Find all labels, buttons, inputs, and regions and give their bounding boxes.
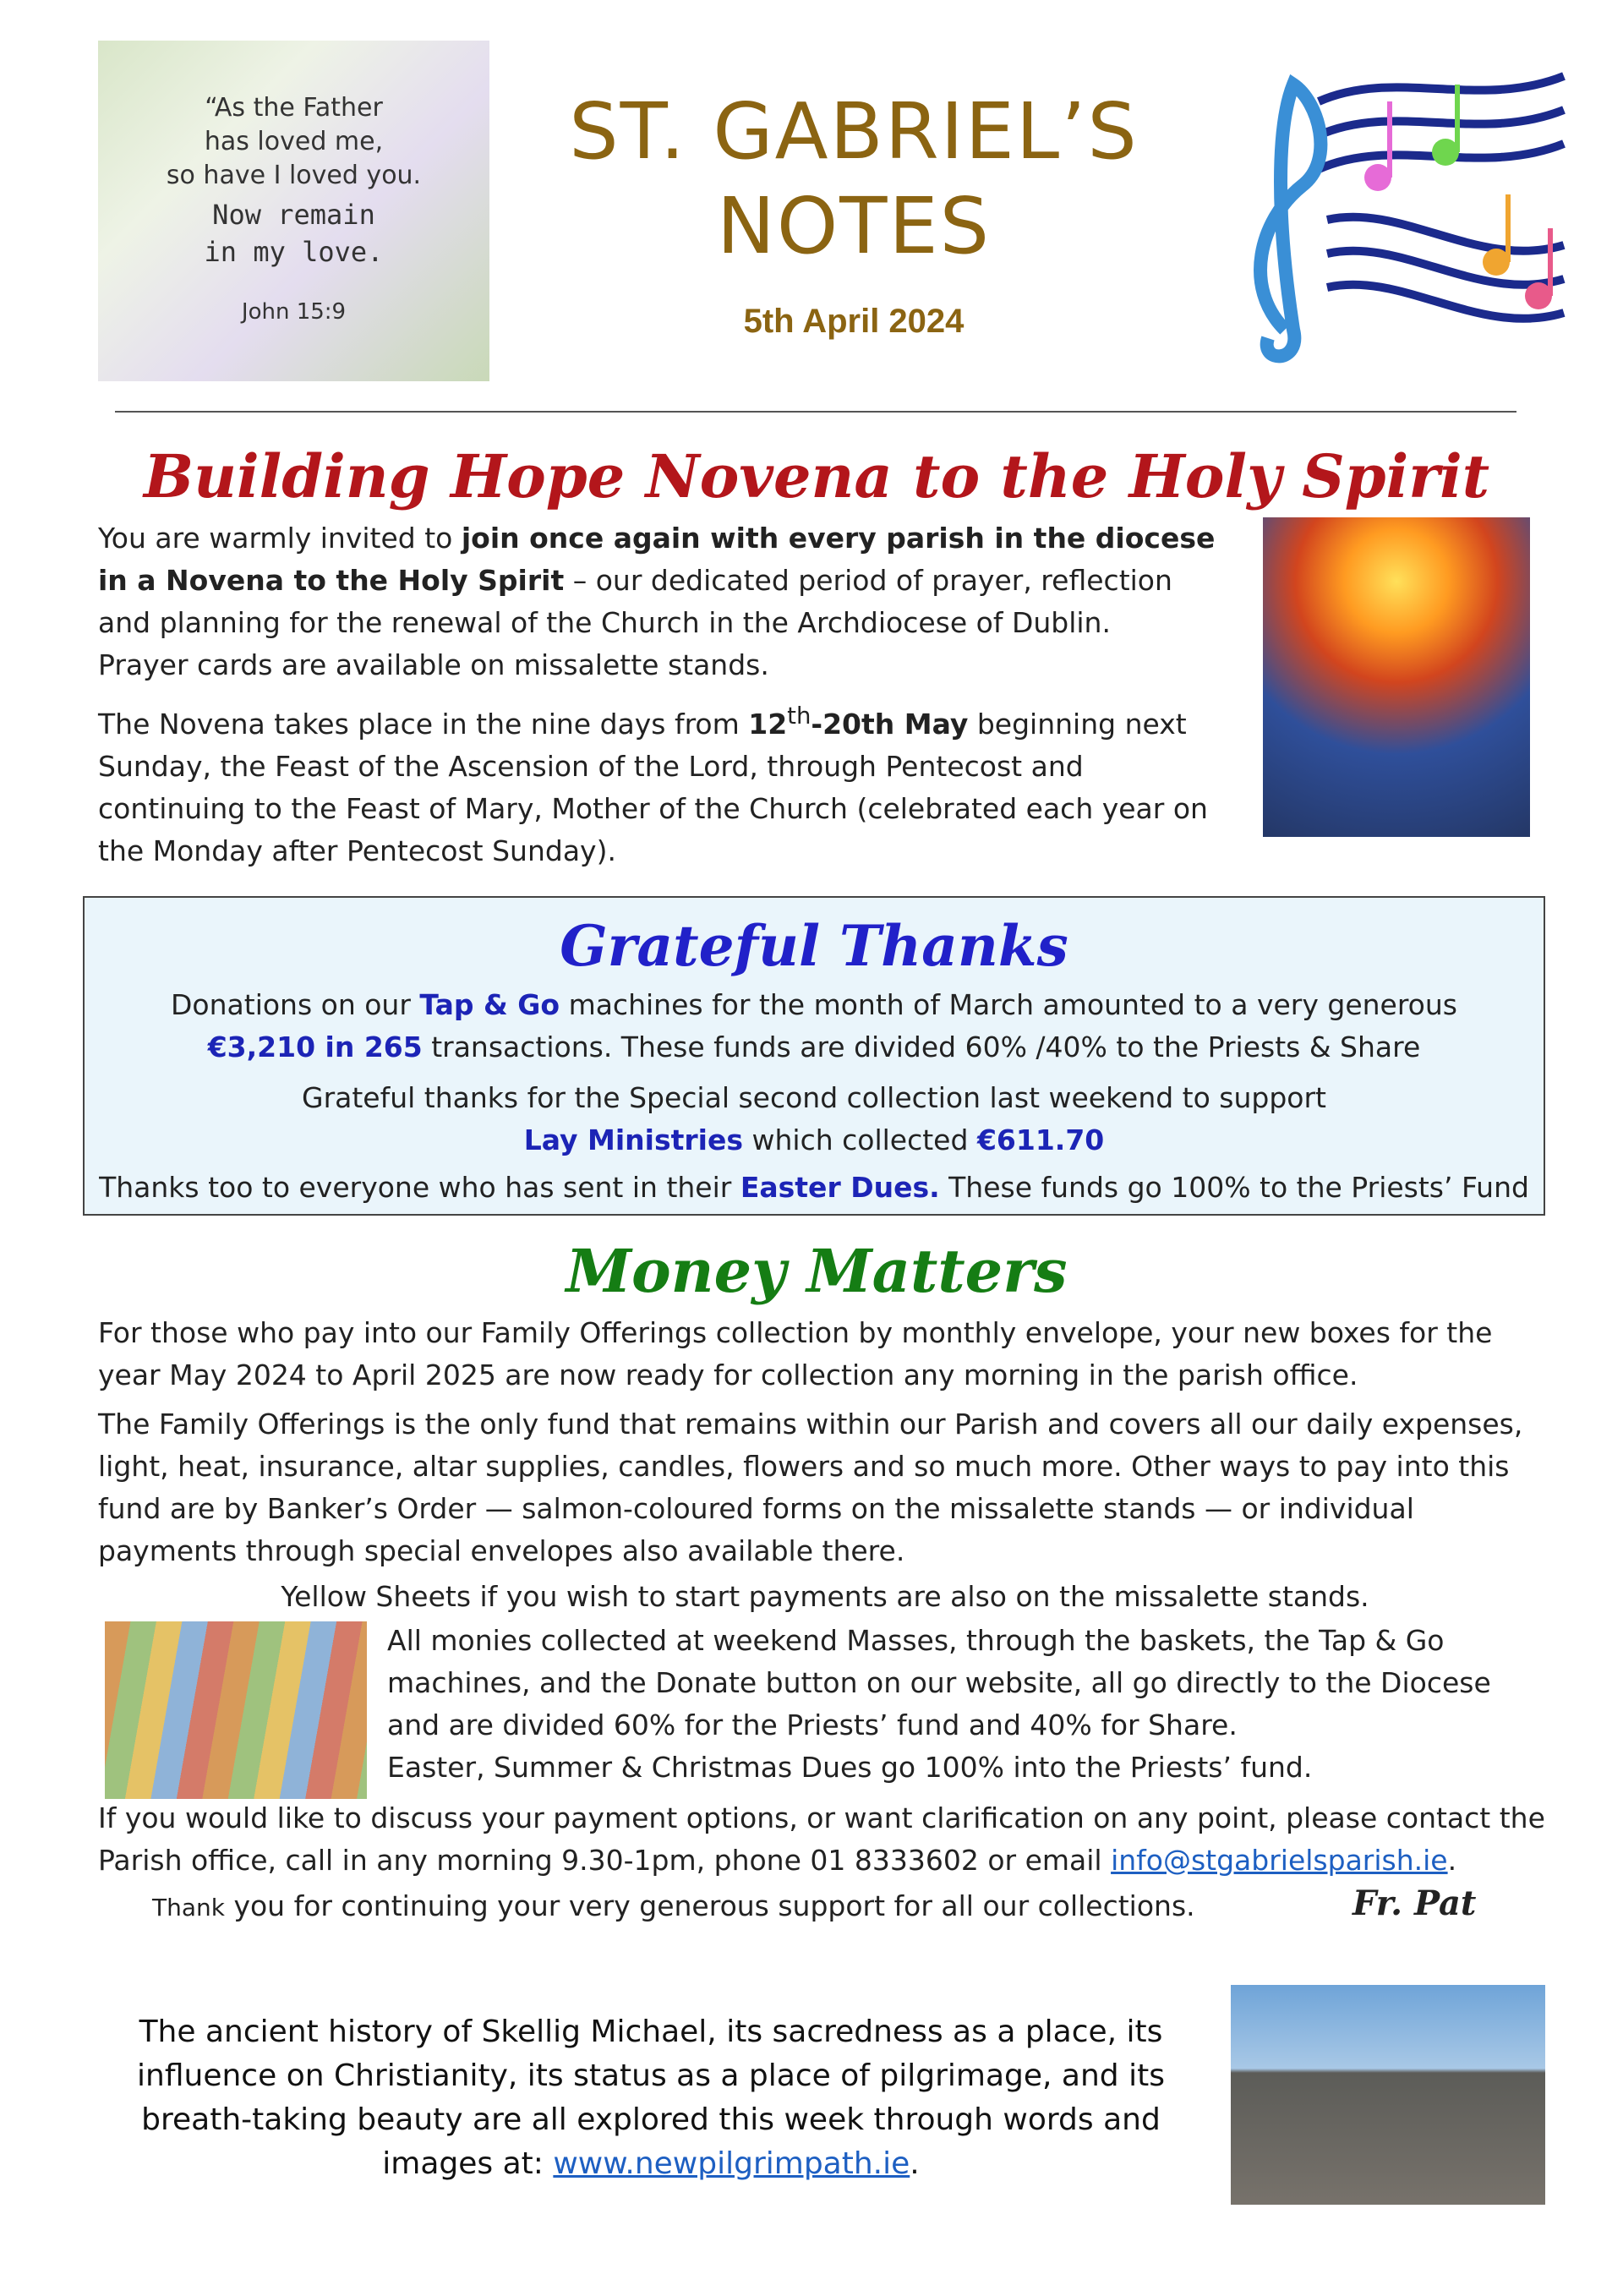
novena-heading: Building Hope Novena to the Holy Spirit: [143, 441, 1490, 511]
issue-date: 5th April 2024: [743, 303, 965, 340]
music-notes-icon: [1226, 51, 1568, 372]
money-body: For those who pay into our Family Offerings collection by monthly envelope, your new boxes for the year May 2024 to April 2025 are now ready for collection any morning in the parish office. The Family Offerings is the only fund that remains within our Parish and covers all our daily expenses, light, heat, insurance, altar supplies, candles, flowers and so much more. Other ways to pay into this fund are by Banker’s Order — salmon-coloured forms on the missalette stands — or individual payments through special envelopes also available there. Yellow Sheets if you wish to start payments are also on the missalette stands.: [98, 1316, 1523, 1613]
pilgrim-path-link[interactable]: www.newpilgrimpath.ie: [553, 2146, 910, 2181]
header-divider: [115, 411, 1516, 415]
pentecost-painting-image: [1263, 517, 1530, 837]
euro-banknotes-image: [105, 1621, 367, 1799]
quote-reference: John 15:9: [241, 299, 347, 325]
quote-text: “As the Father has loved me, so have I loved you.: [166, 93, 422, 190]
closing-thanks: Thank you for continuing your very generous support for all our collections.: [152, 1889, 1195, 1922]
grateful-thanks-panel: [83, 896, 1545, 1216]
money-matters-heading: Money Matters: [566, 1236, 1068, 1306]
thanks-heading: Grateful Thanks: [560, 913, 1068, 979]
newsletter-title: ST. GABRIEL’S NOTES: [569, 86, 1139, 271]
novena-body: [98, 517, 1231, 881]
email-link[interactable]: info@stgabrielsparish.ie: [1111, 1844, 1448, 1877]
contact-paragraph: If you would like to discuss your payment options, or want clarification on any point, please contact the Parish office, call in any morning 9.30-1pm, phone 01 8333602 or email info@stgabrielsparish.ie.: [98, 1801, 1545, 1877]
skellig-beehive-hut-image: [1231, 1985, 1545, 2205]
novena-paragraph: You are warmly invited to join once again with every parish in the diocese in a Novena to the Holy Spirit – our dedicated period of prayer, reflection and planning for the renewal of the Church in the Archdiocese of Dublin. Prayer cards are available on missalette stands.: [98, 522, 1216, 681]
signature: Fr. Pat: [1352, 1883, 1477, 1923]
novena-paragraph: The Novena takes place in the nine days from 12th-20th May beginning next Sunday, the Feast of the Ascension of the Lord, through Pentecost and continuing to the Feast of Mary, Mother of the Church (celebrated each year on the Monday after Pentecost Sunday).: [98, 702, 1208, 867]
skellig-michael-notice: The ancient history of Skellig Michael, its sacredness as a place, its influence on Christianity, its status as a place of pilgrimage, and its breath-taking beauty are all explored this week through words and images at: www.newpilgrimpath.ie.: [137, 2014, 1165, 2181]
collections-text: All monies collected at weekend Masses, through the baskets, the Tap & Go machines, and the Donate button on our website, all go directly to the Diocese and are divided 60% for the Priests’ fund and 40% for Share. Easter, Summer & Christmas Dues go 100% into the Priests’ fund.: [387, 1624, 1491, 1784]
thanks-body: Donations on our Tap & Go machines for the month of March amounted to a very generous €3,210 in 265 transactions. These funds are divided 60% /40% to the Priests & Share Grateful thanks for the Special second collection last weekend to support Lay Ministries which collected €611.70 Thanks too to everyone who has sent in their Easter Dues. These funds go 100% to the Priests’ Fund: [99, 988, 1529, 1204]
scripture-quote-image: [98, 41, 489, 381]
quote-text-mono: Now remain in my love.: [204, 199, 384, 268]
